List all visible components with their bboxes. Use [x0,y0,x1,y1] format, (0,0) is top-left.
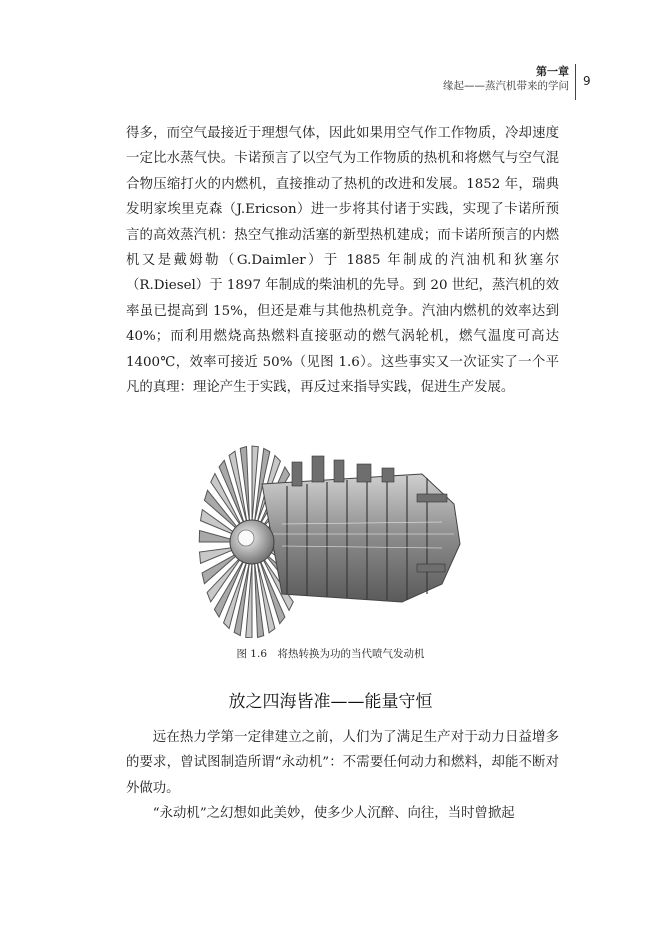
chapter-subtitle: 缘起——蒸汽机带来的学问 [443,80,569,92]
paragraph: 远在热力学第一定律建立之前，人们为了满足生产对于动力日益增多的要求，曾试图制造所谓“永动机”：不需要任何动力和燃料，却能不断对外做功。 [126,730,559,796]
paragraph: 得多，而空气最接近于理想气体，因此如果用空气作工作物质，冷却速度一定比水蒸气快。卡诺预言了以空气为工作物质的热机和将燃气与空气混合物压缩打火的内燃机，直接推动了热机的改进和发展。1852 年，瑞典发明家埃里克森（J.Ericson）进一步将其付诸于实践，实现了卡诺所预言的高效蒸汽机：热空气推动活塞的新型热机建成；而卡诺所预言的内燃机又是戴姆勒（G.Daimler）于 1885 年制成的汽油机和狄塞尔（R.Diesel）于 1897 年制成的柴油机的先导。到 20 世纪，蒸汽机的效率虽已提高到 15%，但还是难与其他热机竞争。汽油内燃机的效率达到 40%；而利用燃烧高热燃料直接驱动的燃气涡轮机，燃气温度可高达 1400℃，效率可接近 50%（见图 1.6）。这些事实又一次证实了一个平凡的真理：理论产生于实践，再反过来指导实践，促进生产发展。 [126,126,559,396]
figure-caption: 图 1.6 将热转换为功的当代喷气发动机 [236,648,425,660]
chapter-label: 第一章 [536,65,569,78]
page-number: 9 [583,74,591,88]
section-title: 放之四海皆准——能量守恒 [228,692,433,712]
header-divider [575,64,576,100]
body-text [126,121,559,400]
paragraph: “永动机”之幻想如此美妙，使多少人沉醉、向往，当时曾掀起 [152,806,515,822]
jet-engine-illustration [192,434,468,638]
jet-engine-figure [192,434,468,638]
section-text [126,725,559,827]
running-header [443,64,569,94]
